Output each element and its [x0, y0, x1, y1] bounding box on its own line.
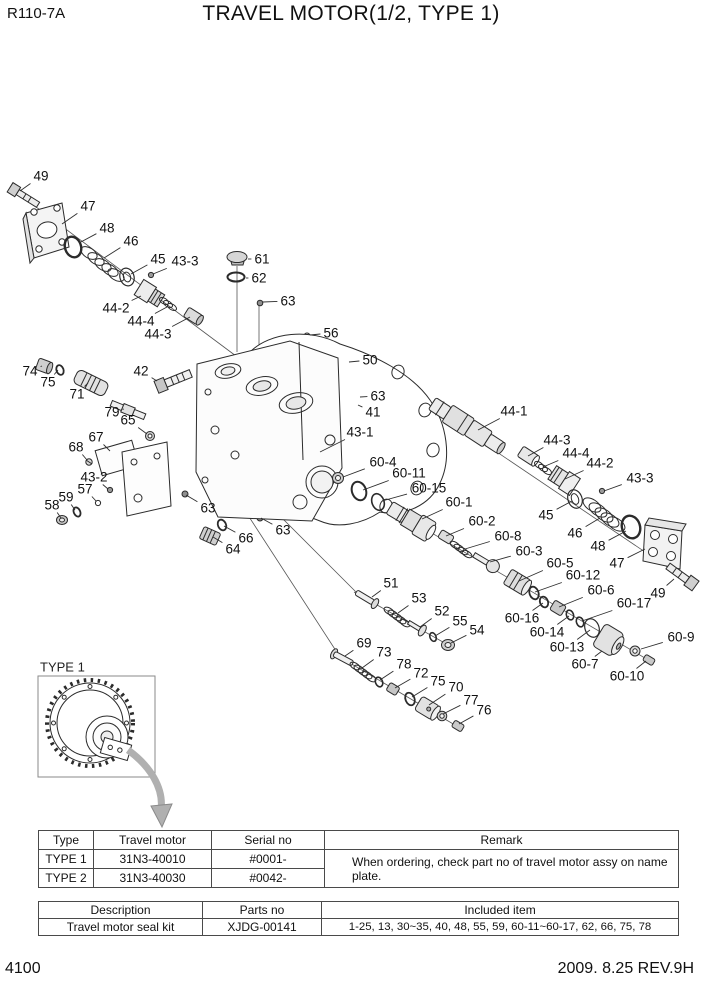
callout-leader-48	[79, 234, 96, 243]
callout-label-45: 45	[538, 507, 554, 523]
callout-leader-63	[263, 301, 277, 302]
callout-label-44-4: 44-4	[127, 313, 155, 329]
callout-arrow-icon	[128, 750, 172, 827]
callout-label-63: 63	[200, 500, 216, 516]
spring-53-icon	[383, 606, 412, 629]
table-row	[39, 850, 679, 869]
callout-label-60-3: 60-3	[515, 543, 543, 559]
ball-43-2-icon	[107, 487, 112, 492]
type-cell: TYPE 1	[39, 850, 94, 869]
callout-label-44-2: 44-2	[586, 455, 614, 471]
callout-label-60-13: 60-13	[549, 639, 585, 655]
callout-leader-60-10	[637, 661, 647, 669]
plug-72-icon	[386, 682, 400, 695]
callout-label-78: 78	[396, 656, 412, 672]
callout-label-66: 66	[238, 530, 254, 546]
side-block-icon	[122, 442, 171, 516]
callout-leader-76	[459, 716, 473, 724]
callout-label-73: 73	[376, 644, 392, 660]
callout-label-77: 77	[463, 692, 479, 708]
callout-label-46: 46	[567, 525, 583, 541]
spec-table	[38, 830, 679, 888]
callout-leader-60-6	[559, 597, 583, 607]
callout-leader-72	[395, 679, 410, 688]
callout-label-65: 65	[120, 412, 136, 428]
o-ring-66-icon	[216, 518, 228, 531]
callout-leader-74	[41, 366, 42, 367]
callout-leader-65	[138, 428, 147, 435]
callout-leader-78	[380, 671, 393, 680]
callout-leader-60-8	[465, 542, 490, 549]
spring-60-8-icon	[449, 540, 473, 559]
plug-58-icon	[57, 516, 68, 525]
bolt-49-icon	[664, 561, 699, 591]
remark-text: When ordering, check part no of travel motor assy on name plate.	[352, 854, 668, 883]
model-code: R110-7A	[7, 5, 66, 22]
callout-leader-77	[443, 705, 460, 714]
serial-cell: #0001-	[212, 850, 325, 869]
callout-label-57: 57	[77, 481, 93, 497]
description-cell: Travel motor seal kit	[39, 919, 203, 936]
callout-leader-44-4	[155, 307, 167, 314]
callout-label-63: 63	[275, 522, 291, 538]
o-ring-60-14-icon	[565, 609, 575, 621]
callout-label-44-4: 44-4	[562, 445, 590, 461]
cap-54-icon	[442, 640, 455, 651]
col-description: Description	[39, 902, 203, 919]
callout-label-54: 54	[469, 622, 485, 638]
o-ring-60-17-icon	[575, 616, 585, 628]
callout-leader-60-2	[446, 529, 464, 537]
callout-leader-60-3	[490, 556, 511, 562]
callout-label-56: 56	[323, 325, 339, 341]
callout-label-70: 70	[448, 679, 464, 695]
callout-leader-53	[398, 606, 409, 614]
col-type: Type	[39, 831, 94, 850]
callout-label-49: 49	[33, 168, 49, 184]
washer-60-9-icon	[630, 646, 640, 656]
o-ring-55-icon	[429, 632, 438, 643]
callout-leader-43-3	[604, 485, 622, 491]
col-travel-motor: Travel motor	[94, 831, 212, 850]
callout-label-64: 64	[225, 541, 241, 557]
ball-57-icon	[95, 500, 100, 505]
spring-46-icon	[581, 495, 628, 534]
callout-label-49: 49	[650, 585, 666, 601]
bolt-49-icon	[7, 183, 41, 210]
callout-leader-46	[104, 248, 120, 258]
socket-bolt-42-icon	[154, 367, 193, 393]
callout-label-42: 42	[133, 363, 149, 379]
callout-label-45: 45	[150, 251, 166, 267]
callout-label-41: 41	[365, 404, 381, 420]
piston-44-3-icon	[517, 446, 541, 467]
callout-leader-63	[186, 495, 197, 502]
callout-leader-43-2	[103, 485, 108, 490]
callout-label-60-5: 60-5	[546, 555, 574, 571]
callout-label-74: 74	[22, 363, 38, 379]
callout-label-43-3: 43-3	[626, 470, 654, 486]
plate-47-icon	[23, 203, 69, 263]
callout-label-43-3: 43-3	[171, 253, 199, 269]
callout-label-63: 63	[370, 388, 386, 404]
col-remark: Remark	[325, 831, 679, 850]
o-ring-75-icon	[55, 364, 65, 376]
spring-73-icon	[349, 661, 378, 684]
revision-date: 2009. 8.25 REV.9H	[557, 960, 694, 977]
plug-60-6-icon	[550, 600, 567, 616]
callout-label-48: 48	[590, 538, 606, 554]
callout-label-46: 46	[123, 233, 139, 249]
callout-leader-60-12	[535, 583, 562, 593]
callout-label-60-7: 60-7	[571, 656, 599, 672]
included-item-cell: 1-25, 13, 30~35, 40, 48, 55, 59, 60-11~60-17, 62, 66, 75, 78	[322, 919, 679, 936]
callout-label-62: 62	[251, 270, 267, 286]
callout-leader-44-3	[172, 317, 190, 327]
callout-label-60-2: 60-2	[468, 513, 496, 529]
o-ring-75-icon	[403, 691, 416, 706]
col-included-item: Included item	[322, 902, 679, 919]
callout-label-51: 51	[383, 575, 399, 591]
plug-74-icon	[35, 358, 54, 375]
callout-leader-45	[131, 265, 147, 274]
page-number: 4100	[5, 960, 41, 977]
ball-43-3-icon	[148, 272, 153, 277]
nut-60-4-icon	[333, 473, 344, 484]
callout-leader-75	[412, 688, 427, 697]
callout-label-60-11: 60-11	[392, 465, 426, 481]
col-parts-no: Parts no	[203, 902, 322, 919]
callout-leader-60-9	[641, 642, 663, 649]
callout-leader-46	[586, 518, 600, 527]
callout-leader-43-3	[153, 268, 167, 274]
callout-label-60-16: 60-16	[504, 610, 540, 626]
seal-kit-table	[38, 901, 679, 936]
callout-leader-60-14	[557, 616, 569, 625]
col-serial-no: Serial no	[212, 831, 325, 850]
callout-label-58: 58	[44, 497, 60, 513]
callout-leader-47	[628, 549, 645, 558]
callout-label-75: 75	[430, 673, 446, 689]
callout-label-44-3: 44-3	[144, 326, 172, 342]
remark-cell	[325, 850, 679, 888]
callout-label-79: 79	[104, 404, 120, 420]
ball-43-3-icon	[599, 488, 604, 493]
kit-header-row	[39, 902, 679, 919]
nut-65-icon	[146, 432, 155, 441]
pin-60-10-icon	[642, 654, 655, 666]
part-drawings	[7, 183, 699, 827]
callout-label-76: 76	[476, 702, 492, 718]
callout-leader-55	[435, 627, 449, 636]
callout-label-60-8: 60-8	[494, 528, 522, 544]
callout-label-72: 72	[413, 665, 429, 681]
callout-label-75: 75	[40, 374, 56, 390]
callout-label-60-6: 60-6	[587, 582, 615, 598]
plug-44-2-icon	[547, 464, 581, 495]
callout-label-60-12: 60-12	[565, 567, 601, 583]
callout-label-63: 63	[280, 293, 296, 309]
callout-label-61: 61	[254, 251, 270, 267]
table-row	[39, 919, 679, 936]
callout-label-60-9: 60-9	[667, 629, 695, 645]
callout-label-43-2: 43-2	[80, 469, 108, 485]
poppet-60-3-icon	[471, 549, 502, 575]
callout-label-60-10: 60-10	[609, 668, 645, 684]
inset-type-label: TYPE 1	[40, 659, 85, 675]
callout-leader-42	[152, 378, 157, 381]
piston-44-3-icon	[183, 307, 205, 326]
callout-label-47: 47	[609, 555, 625, 571]
page-title: TRAVEL MOTOR(1/2, TYPE 1)	[202, 2, 500, 25]
callout-label-44-1: 44-1	[500, 403, 528, 419]
spec-header-row	[39, 831, 679, 850]
callout-label-55: 55	[452, 613, 468, 629]
o-ring-62-icon	[228, 273, 245, 282]
callout-leader-49	[667, 579, 674, 586]
spring-46-icon	[79, 244, 127, 284]
callout-leader-70	[429, 694, 445, 705]
plug-64-icon	[199, 526, 221, 545]
callout-label-71: 71	[69, 386, 85, 402]
cap-61-icon	[227, 252, 247, 266]
callout-label-67: 67	[88, 429, 104, 445]
construction-line	[242, 506, 340, 657]
callout-label-69: 69	[356, 635, 372, 651]
callout-leader-60-17	[582, 611, 612, 622]
callout-label-68: 68	[68, 439, 84, 455]
steel-ball-63-icon	[257, 300, 263, 306]
plate-47-icon	[643, 518, 686, 569]
pin-51-icon	[353, 588, 380, 610]
callout-label-48: 48	[99, 220, 115, 236]
callout-leader-69	[345, 650, 353, 656]
cap-60-7-icon	[592, 623, 628, 659]
callout-leader-60-1	[422, 510, 443, 520]
parts-no-cell: XJDG-00141	[203, 919, 322, 936]
callout-label-44-2: 44-2	[102, 300, 130, 316]
callout-label-60-1: 60-1	[445, 494, 473, 510]
motor-cell: 31N3-40030	[94, 869, 212, 888]
type-cell: TYPE 2	[39, 869, 94, 888]
callout-label-52: 52	[434, 603, 450, 619]
callout-leader-73	[362, 660, 374, 669]
o-ring-60-16-icon	[538, 595, 549, 608]
callout-leader-48	[609, 531, 626, 540]
callout-leader-56	[310, 334, 320, 335]
callout-label-60-17: 60-17	[616, 595, 652, 611]
pin-69-icon	[329, 648, 355, 669]
callout-leader-57	[92, 497, 96, 502]
motor-cell: 31N3-40010	[94, 850, 212, 869]
callout-leader-45	[557, 501, 572, 509]
travel-motor-inset-icon	[47, 680, 133, 766]
callout-label-60-15: 60-15	[411, 480, 447, 496]
callout-label-50: 50	[362, 352, 378, 368]
callout-label-60-4: 60-4	[369, 454, 397, 470]
type1-inset	[38, 676, 172, 827]
callout-leader-68	[82, 455, 87, 461]
callout-label-53: 53	[411, 590, 427, 606]
callout-leader-49	[20, 184, 31, 192]
callout-label-43-1: 43-1	[346, 424, 374, 440]
callout-leader-54	[451, 635, 466, 643]
callout-label-44-3: 44-3	[543, 432, 571, 448]
piston-60-2-icon	[438, 530, 455, 545]
pin-52-icon	[405, 617, 427, 637]
callout-label-59: 59	[58, 489, 74, 505]
callout-leader-51	[372, 591, 381, 598]
serial-cell: #0042-	[212, 869, 325, 888]
callout-label-60-14: 60-14	[529, 624, 565, 640]
callout-label-47: 47	[80, 198, 96, 214]
